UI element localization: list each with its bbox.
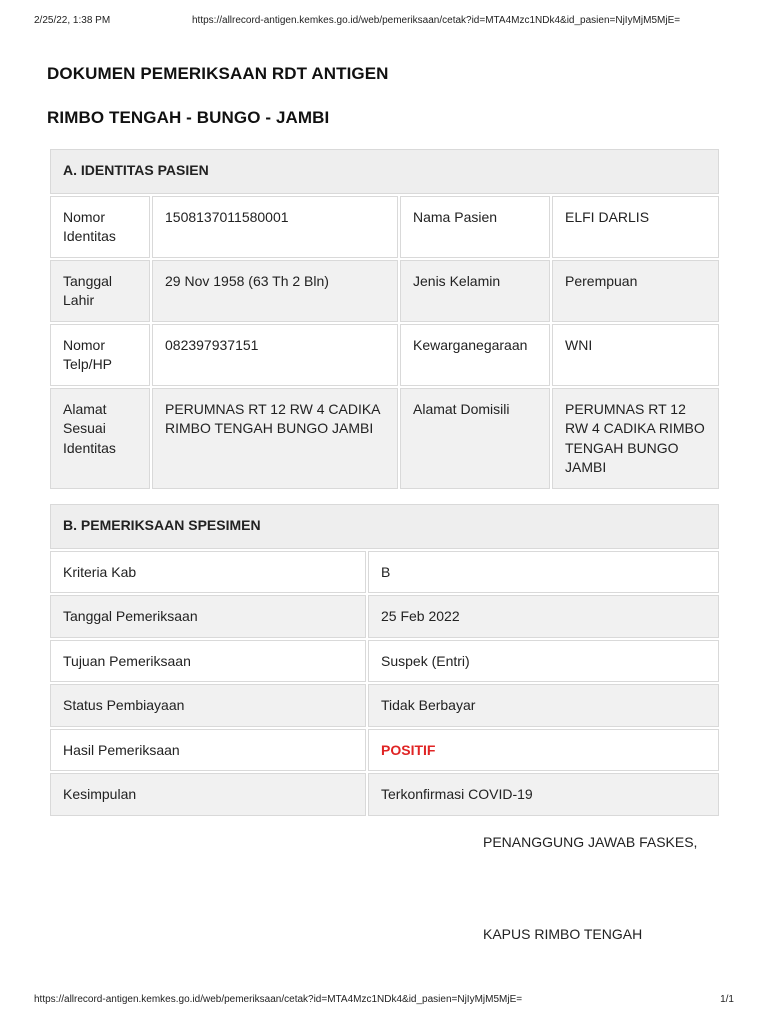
exam-result-value: POSITIF (368, 729, 719, 772)
print-url: https://allrecord-antigen.kemkes.go.id/web/pemeriksaan/cetak?id=MTA4Mzc1NDk4&id_pasien=NjIyMjM5MjE= (192, 15, 681, 26)
table-row (50, 684, 719, 727)
gender-label: Jenis Kelamin (400, 260, 550, 322)
phone-value: 082397937151 (152, 324, 398, 386)
conclusion-value: Terkonfirmasi COVID-19 (368, 773, 719, 816)
identity-number-value: 1508137011580001 (152, 196, 398, 258)
page-number: 1/1 (720, 994, 734, 1005)
domicile-address-label: Alamat Domisili (400, 388, 550, 489)
section-a-header: A. IDENTITAS PASIEN (50, 149, 719, 194)
birth-date-value: 29 Nov 1958 (63 Th 2 Bln) (152, 260, 398, 322)
print-header (34, 15, 734, 31)
document-title: DOKUMEN PEMERIKSAAN RDT ANTIGEN (47, 64, 389, 83)
table-row (50, 551, 719, 594)
table-row (50, 196, 719, 258)
criteria-label: Kriteria Kab (50, 551, 366, 594)
conclusion-label: Kesimpulan (50, 773, 366, 816)
identity-number-label: Nomor Identitas (50, 196, 150, 258)
footer-url: https://allrecord-antigen.kemkes.go.id/web/pemeriksaan/cetak?id=MTA4Mzc1NDk4&id_pasien=NjIyMjM5MjE= (34, 994, 523, 1005)
table-row (50, 729, 719, 772)
signature-role: PENANGGUNG JAWAB FASKES, (483, 834, 698, 850)
patient-name-value: ELFI DARLIS (552, 196, 719, 258)
document-subtitle: RIMBO TENGAH - BUNGO - JAMBI (47, 108, 330, 127)
print-footer (34, 994, 734, 1010)
table-row (50, 324, 719, 386)
signature-name: KAPUS RIMBO TENGAH (483, 926, 643, 942)
exam-date-label: Tanggal Pemeriksaan (50, 595, 366, 638)
id-address-value: PERUMNAS RT 12 RW 4 CADIKA RIMBO TENGAH BUNGO JAMBI (152, 388, 398, 489)
citizenship-label: Kewarganegaraan (400, 324, 550, 386)
section-b-header: B. PEMERIKSAAN SPESIMEN (50, 504, 719, 549)
exam-purpose-value: Suspek (Entri) (368, 640, 719, 683)
exam-date-value: 25 Feb 2022 (368, 595, 719, 638)
patient-name-label: Nama Pasien (400, 196, 550, 258)
birth-date-label: Tanggal Lahir (50, 260, 150, 322)
payment-status-label: Status Pembiayaan (50, 684, 366, 727)
id-address-label: Alamat Sesuai Identitas (50, 388, 150, 489)
exam-purpose-label: Tujuan Pemeriksaan (50, 640, 366, 683)
gender-value: Perempuan (552, 260, 719, 322)
citizenship-value: WNI (552, 324, 719, 386)
table-row (50, 640, 719, 683)
phone-label: Nomor Telp/HP (50, 324, 150, 386)
table-row (50, 260, 719, 322)
table-row (50, 388, 719, 489)
table-row (50, 773, 719, 816)
table-row (50, 595, 719, 638)
specimen-examination-table (48, 502, 721, 818)
patient-identity-table (48, 147, 721, 491)
criteria-value: B (368, 551, 719, 594)
payment-status-value: Tidak Berbayar (368, 684, 719, 727)
exam-result-label: Hasil Pemeriksaan (50, 729, 366, 772)
domicile-address-value: PERUMNAS RT 12 RW 4 CADIKA RIMBO TENGAH BUNGO JAMBI (552, 388, 719, 489)
print-datetime: 2/25/22, 1:38 PM (34, 15, 111, 26)
